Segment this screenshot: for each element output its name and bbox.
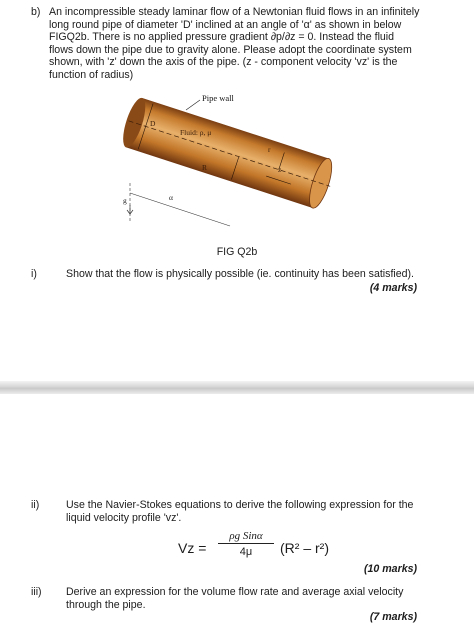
part-ii-marks: (10 marks) <box>364 563 417 575</box>
incline-reference-line <box>130 193 230 226</box>
pipe-body <box>126 98 328 208</box>
part-b-line: shown, with 'z' down the axis of the pipe. (z - component velocity 'vz' is the <box>49 56 398 69</box>
part-b-line: FIGQ2b. There is no applied pressure gradient ∂p/∂z = 0. Instead the fluid <box>49 31 395 44</box>
part-i-marks: (4 marks) <box>369 282 417 294</box>
equation-lhs: Vz = <box>178 540 207 556</box>
part-b-line: function of radius) <box>49 68 134 81</box>
part-i-label: i) <box>31 268 37 280</box>
part-i-text: Show that the flow is physically possible (ie. continuity has been satisfied). <box>66 268 415 280</box>
figure-caption: FIG Q2b <box>216 246 258 258</box>
part-ii-line: Use the Navier-Stokes equations to derive the following expression for the <box>66 499 414 511</box>
part-iii-line: through the pipe. <box>66 598 146 611</box>
pipe-wall-leader <box>186 100 200 110</box>
part-ii-text <box>66 499 413 524</box>
part-iii-line: Derive an expression for the volume flow rate and average axial velocity <box>66 586 404 598</box>
part-b-line: flows down the pipe due to gravity alone. Please adopt the coordinate system <box>49 43 412 56</box>
gravity-arrow-icon <box>127 205 133 214</box>
equation-denominator: 4μ <box>239 546 253 558</box>
part-b-label: b) <box>31 6 41 18</box>
part-ii-line: liquid velocity profile 'vz'. <box>66 511 182 524</box>
part-iii-text <box>66 586 403 611</box>
r-label: r <box>268 145 271 154</box>
equation-numerator: ρg Sinα <box>218 530 274 544</box>
equation-rhs: (R² – r²) <box>280 540 329 556</box>
diameter-label: D <box>150 119 156 128</box>
pipe-wall-label: Pipe wall <box>202 93 234 103</box>
part-b-line: long round pipe of diameter 'D' inclined at an angle of 'α' as shown in below <box>49 18 402 31</box>
part-iii-marks: (7 marks) <box>369 611 417 623</box>
fluid-label: Fluid: ρ, μ <box>180 128 212 137</box>
part-iii-label: iii) <box>31 586 42 598</box>
radius-label: R <box>202 163 208 172</box>
page-separator <box>0 381 474 394</box>
z-label: z <box>278 165 282 174</box>
g-label: g <box>123 196 127 205</box>
pipe-figure <box>120 88 340 228</box>
part-b-text <box>49 6 419 82</box>
part-ii-label: ii) <box>31 499 40 511</box>
part-b-line: An incompressible steady laminar flow of a Newtonian fluid flows in an infinitely <box>49 6 420 18</box>
alpha-label: α <box>169 193 173 202</box>
equation-fraction <box>218 530 274 558</box>
